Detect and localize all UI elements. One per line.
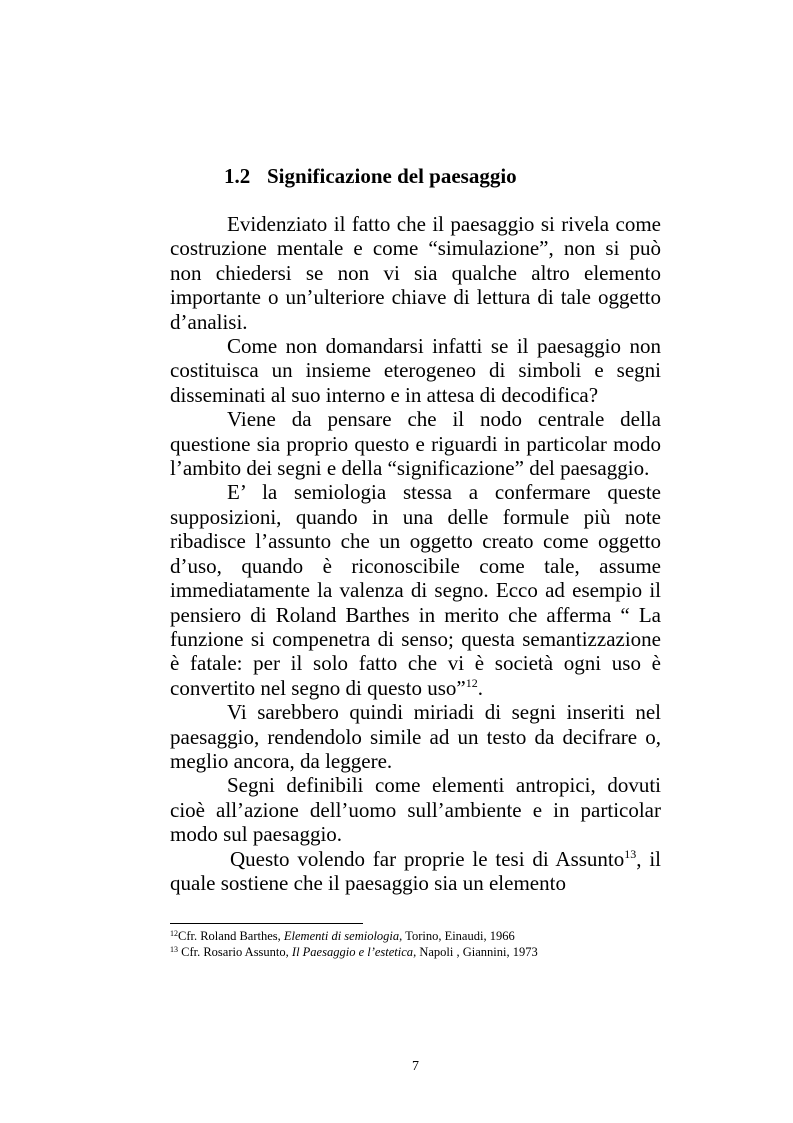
paragraph-text-tail: , il quale sostiene che il paesaggio sia un elemento: [170, 846, 661, 895]
paragraph-text: Evidenziato il fatto che il paesaggio si rivela come costruzione mentale e come “simulazione”, non si può non chiedersi se non vi sia qualche altro elemento importante o un’ulteriore chiave di lettura di tale oggetto d’analisi.: [170, 212, 661, 334]
paragraph: [170, 212, 661, 334]
page-number: 7: [412, 1059, 419, 1074]
paragraph-text: Segni definibili come elementi antropici, dovuti cioè all’azione dell’uomo sull’ambiente e in particolar modo sul paesaggio.: [170, 773, 661, 847]
paragraph: [170, 700, 661, 773]
footnote-number: 12: [170, 929, 178, 938]
footnote-prefix: Cfr. Rosario Assunto,: [178, 944, 292, 959]
section-heading: [224, 162, 517, 190]
paragraph: [170, 334, 661, 407]
footnote-reference: 12: [465, 675, 478, 690]
paragraph-text: Questo volendo far proprie le tesi di Assunto: [230, 846, 625, 871]
footnote-suffix: , Napoli , Giannini, 1973: [413, 944, 538, 959]
body-text: [170, 212, 661, 895]
footnote-title: Elementi di semiologia: [283, 929, 400, 943]
footnote: [170, 945, 661, 961]
paragraph-text: Viene da pensare che il nodo centrale della questione sia proprio questo e riguardi in particolar modo l’ambito dei segni e della “significazione” del paesaggio.: [170, 407, 661, 481]
section-title: Significazione del paesaggio: [267, 164, 517, 188]
paragraph: [170, 773, 661, 846]
paragraph: [170, 480, 661, 700]
paragraph-text: E’ la semiologia stessa a confermare queste supposizioni, quando in una delle formule più note ribadisce l’assunto che un oggetto creato come oggetto d’uso, quando è riconoscibile come tale, assume immediatamente la valenza di segno. Ecco ad esempio il pensiero di Roland Barthes in merito che afferma “ La funzione si compenetra di senso; questa semantizzazione è fatale: per il solo fatto che vi è società ogni uso è convertito nel segno di questo uso”: [170, 480, 661, 700]
footnote-separator: [170, 923, 363, 924]
footnote-title: Il Paesaggio e l’estetica: [291, 944, 414, 959]
footnote-prefix: Cfr. Roland Barthes,: [178, 929, 284, 943]
paragraph-text: Come non domandarsi infatti se il paesaggio non costituisca un insieme eterogeneo di simboli e segni disseminati al suo interno e in attesa di decodifica?: [170, 334, 661, 407]
footnotes: [170, 929, 661, 960]
paragraph-text-tail: .: [477, 675, 483, 700]
paragraph-text: Vi sarebbero quindi miriadi di segni inseriti nel paesaggio, rendendolo simile ad un testo da decifrare o, meglio ancora, da leggere.: [170, 700, 661, 773]
footnote: [170, 929, 661, 945]
footnote-reference: 13: [624, 846, 637, 861]
footnote-number: 13: [170, 944, 178, 954]
section-number: 1.2: [224, 164, 251, 188]
paragraph: [170, 407, 661, 480]
paragraph: [170, 847, 661, 896]
footnote-suffix: , Torino, Einaudi, 1966: [399, 929, 515, 943]
